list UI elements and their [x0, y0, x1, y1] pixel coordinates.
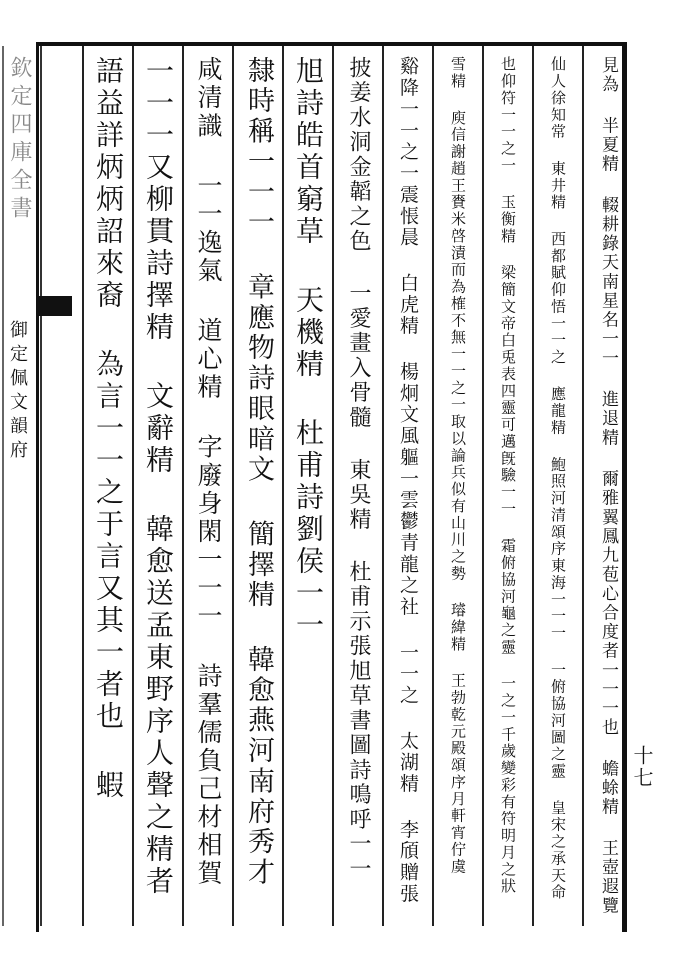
- column-text: 語益詳炳炳詔來裔 為言一一之于言又其一者也 蝦: [92, 56, 125, 802]
- text-column-10: [134, 56, 182, 916]
- text-column-11: [84, 56, 132, 916]
- column-text: 咸清識 一一逸氣 道心精 字廢身閑一一一 詩羣儒負己材相賀: [194, 56, 223, 888]
- running-head-text: 欽定四庫全書: [7, 56, 32, 224]
- text-column-6: [334, 56, 382, 916]
- column-text: 仙人徐知常 東井精 西都賦仰悟一一之 應龍精 鮑照河清頌序東海一一一 一俯協河圖之靈 皇宋之承天命: [549, 56, 567, 901]
- margin-rule: [40, 46, 42, 926]
- text-column-8: [234, 56, 282, 916]
- text-column-5: [384, 56, 432, 916]
- text-column-9: [184, 56, 232, 916]
- folio-number: [628, 745, 658, 789]
- text-column-1: [584, 56, 632, 916]
- column-text: 一一一又柳貫詩擇精 文辭精 韓愈送孟東野序人聲之精者: [142, 56, 175, 898]
- text-column-7: [284, 56, 332, 916]
- column-text: 也仰符一一之一 玉衡精 梁簡文帝白兎表四靈可邁旣驗一一 霜俯協河龜之靈 一之一千歲變彩有符明月之狀: [499, 56, 517, 895]
- column-text: 旭詩皓首窮草 天機精 杜甫詩劉侯一一: [292, 56, 325, 642]
- fish-tail-mark: [38, 296, 72, 316]
- text-column-4: [434, 56, 482, 916]
- frame-left-border: [36, 42, 39, 932]
- text-column-3: [484, 56, 532, 916]
- running-head: [4, 56, 34, 224]
- column-text: 披姜水洞金韜之色 一愛畫入骨髓 東吳精 杜甫示張旭草書圖詩鳴呼一一: [346, 56, 371, 882]
- frame-top-border: [36, 42, 624, 46]
- book-title: 御定佩文韻府: [7, 320, 28, 464]
- column-text: 谿降一一之一震悵晨 白虎精 楊炯文風軀一雲鬱青龍之社 一一之 太湖精 李頎贈張: [397, 56, 419, 905]
- column-text: 見為 半夏精 輟耕錄天南星名一一 進退精 爾雅翼鳳九苞心合度者一一一也 蟾蜍精 王壺遐覽: [598, 56, 618, 916]
- book-title-margin: [4, 320, 34, 464]
- folio-text: 十七: [630, 745, 654, 789]
- column-text: 隸時稱一一一 章應物詩眼暗文 簡擇精 韓愈燕河南府秀才: [243, 56, 274, 889]
- column-text: 雪精 庾信謝趙王賚米啓漬而為榷不無一一之一取以論兵似有山川之勢 璿緯精 王勃乾元殿頌序月軒宵佇虞: [449, 56, 467, 875]
- text-column-2: [534, 56, 582, 916]
